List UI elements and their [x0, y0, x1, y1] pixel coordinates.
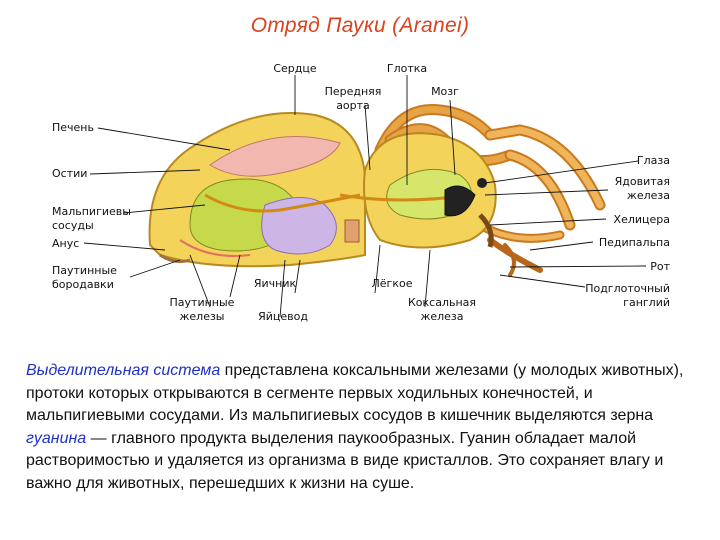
label-pharynx: Глотка [386, 62, 428, 75]
label-liver: Печень [52, 121, 94, 134]
label-brain: Мозг [431, 85, 459, 98]
label-oviduct: Яйцевод [258, 310, 308, 323]
label-malpighian-line2: сосуды [52, 219, 94, 232]
label-silk-glands-line1: Паутинные [169, 296, 235, 309]
abdomen [150, 113, 365, 266]
page-title: Отряд Пауки (Aranei) [250, 14, 470, 37]
label-coxal-gland-line2: железа [420, 310, 464, 323]
label-chelicera: Хелицера [613, 213, 670, 226]
label-mouth: Рот [650, 260, 670, 273]
label-subesophageal-line1: Подглоточный [585, 282, 670, 295]
label-anus: Анус [52, 237, 80, 250]
label-heart: Сердце [273, 62, 317, 75]
description-paragraph [26, 360, 698, 495]
label-ostia: Остии [52, 167, 88, 180]
term-guanine: гуанина [26, 429, 87, 447]
label-spinnerets-line1: Паутинные [52, 264, 117, 277]
label-lung: Лёгкое [371, 277, 413, 290]
label-spinnerets-line2: бородавки [52, 278, 114, 291]
paragraph-text-2: — главного продукта выделения паукообразных. Гуанин обладает малой растворимостью и удаляется из организма в виде кристаллов. Это сохраняет влагу и важно для животных, перешедших к жизни на суше. [26, 429, 664, 492]
label-eyes: Глаза [636, 154, 670, 167]
label-venom-gland-line2: железа [626, 189, 670, 202]
label-silk-glands-line2: железы [179, 310, 225, 323]
label-aorta-line2: аорта [336, 99, 370, 112]
spider-anatomy-diagram [40, 55, 680, 335]
label-malpighian-line1: Мальпигиевы [52, 205, 131, 218]
label-ovary: Яичник [253, 277, 297, 290]
label-aorta-line1: Передняя [324, 85, 382, 98]
term-excretory-system: Выделительная система [26, 362, 221, 379]
label-coxal-gland-line1: Коксальная [407, 296, 477, 309]
label-venom-gland-line1: Ядовитая [614, 175, 670, 188]
label-subesophageal-line2: ганглий [623, 296, 670, 309]
paragraph-text-1: представлена коксальными железами (у молодых животных), протоки которых открываются в сегменте первых ходильных конечностей, и мальпигиевыми сосудами. Из мальпигиевых сосудов в кишечник выделяются зерна [26, 362, 684, 424]
label-pedipalp: Педипальпа [598, 236, 670, 249]
